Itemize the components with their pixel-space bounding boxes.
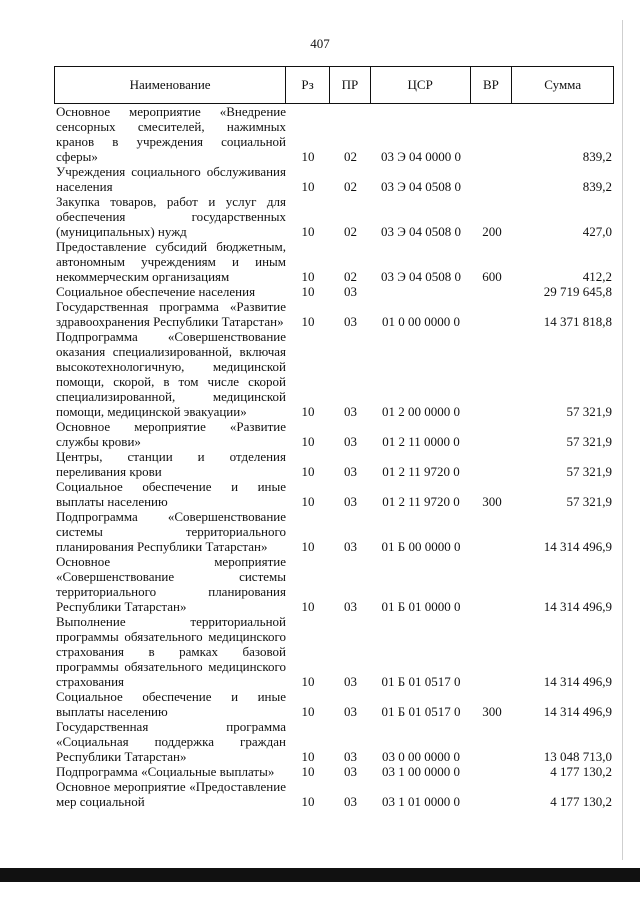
cell-rz: 10: [301, 539, 315, 554]
cell-sum: 14 314 496,9: [543, 539, 612, 554]
cell-rz: 10: [301, 494, 315, 509]
cell-rz: 10: [301, 314, 315, 329]
cell-csr: 01 Б 01 0517 0: [381, 704, 461, 719]
cell-name: Основное мероприятие «Внедрение сенсорных смесителей, нажимных кранов в учреждения социальной сферы»: [56, 104, 286, 164]
cell-rz: 10: [301, 764, 315, 779]
cell-rz: 10: [301, 269, 315, 284]
scan-bottom-bar: [0, 868, 640, 882]
cell-sum: 14 314 496,9: [543, 674, 612, 689]
cell-sum: 4 177 130,2: [550, 764, 612, 779]
table-row: [54, 554, 614, 614]
cell-pr: 02: [344, 269, 357, 284]
cell-name: Учреждения социального обслуживания населения: [56, 164, 286, 194]
cell-pr: 03: [344, 674, 357, 689]
table-row: [54, 299, 614, 329]
cell-name: Основное мероприятие «Предоставление мер социальной: [56, 779, 286, 809]
cell-csr: 01 2 11 9720 0: [382, 494, 460, 509]
cell-csr: 03 Э 04 0000 0: [380, 149, 462, 164]
table-row: [54, 779, 614, 809]
cell-rz: 10: [301, 149, 315, 164]
table-row: [54, 164, 614, 194]
cell-sum: 14 371 818,8: [543, 314, 612, 329]
cell-rz: 10: [301, 179, 315, 194]
table-header: [54, 66, 614, 104]
table-row: [54, 689, 614, 719]
cell-pr: 03: [344, 704, 357, 719]
page-number: 407: [310, 36, 330, 51]
cell-name: Подпрограмма «Совершенствование оказания специализированной, включая высокотехнологичную, медицинской помощи, скорой, в том числе скорой специализированной, медицинской помощи, медицинской эвакуации»: [56, 329, 286, 419]
cell-sum: 29 719 645,8: [543, 284, 612, 299]
cell-pr: 03: [344, 434, 357, 449]
cell-csr: 03 Э 04 0508 0: [380, 179, 462, 194]
cell-pr: 03: [344, 494, 357, 509]
table-row: [54, 614, 614, 689]
cell-rz: 10: [301, 674, 315, 689]
cell-sum: 57 321,9: [566, 464, 612, 479]
cell-sum: 14 314 496,9: [543, 704, 612, 719]
table-row: [54, 719, 614, 764]
header-csr: ЦСР: [371, 67, 471, 103]
table-row: [54, 419, 614, 449]
cell-sum: 57 321,9: [566, 494, 612, 509]
cell-name: Социальное обеспечение и иные выплаты населению: [56, 479, 286, 509]
cell-vr: 200: [482, 224, 502, 239]
cell-csr: 03 0 00 0000 0: [382, 749, 460, 764]
cell-csr: 01 2 11 0000 0: [382, 434, 460, 449]
cell-vr: 300: [482, 494, 502, 509]
cell-csr: 01 Б 01 0517 0: [381, 674, 461, 689]
cell-pr: 02: [344, 224, 357, 239]
cell-vr: 600: [482, 269, 502, 284]
cell-csr: 01 2 11 9720 0: [382, 464, 460, 479]
cell-rz: 10: [301, 704, 315, 719]
cell-csr: 03 Э 04 0508 0: [380, 224, 462, 239]
cell-sum: 57 321,9: [566, 404, 612, 419]
cell-rz: 10: [301, 599, 315, 614]
cell-csr: 01 Б 00 0000 0: [381, 539, 461, 554]
table-row: [54, 449, 614, 479]
cell-pr: 03: [344, 464, 357, 479]
table-row: [54, 194, 614, 239]
cell-name: Государственная программа «Социальная поддержка граждан Республики Татарстан»: [56, 719, 286, 764]
cell-name: Предоставление субсидий бюджетным, автономным учреждениям и иным некоммерческим организациям: [56, 239, 286, 284]
cell-name: Основное мероприятие «Развитие службы крови»: [56, 419, 286, 449]
cell-rz: 10: [301, 794, 315, 809]
cell-sum: 57 321,9: [566, 434, 612, 449]
cell-sum: 839,2: [582, 149, 612, 164]
table-row: [54, 284, 614, 299]
table-row: [54, 764, 614, 779]
cell-rz: 10: [301, 224, 315, 239]
cell-sum: 839,2: [582, 179, 612, 194]
cell-name: Социальное обеспечение населения: [56, 284, 256, 299]
table-row: [54, 479, 614, 509]
cell-csr: 03 1 01 0000 0: [382, 794, 460, 809]
cell-name: Подпрограмма «Социальные выплаты»: [56, 764, 275, 779]
cell-name: Государственная программа «Развитие здравоохранения Республики Татарстан»: [56, 299, 286, 329]
cell-rz: 10: [301, 404, 315, 419]
cell-vr: 300: [482, 704, 502, 719]
table-body: [54, 104, 614, 809]
cell-pr: 03: [344, 764, 357, 779]
budget-table: [54, 66, 614, 809]
cell-rz: 10: [301, 434, 315, 449]
table-row: [54, 239, 614, 284]
cell-pr: 03: [344, 749, 357, 764]
cell-name: Закупка товаров, работ и услуг для обеспечения государственных (муниципальных) нужд: [56, 194, 286, 239]
cell-sum: 427,0: [582, 224, 612, 239]
cell-pr: 03: [344, 404, 357, 419]
cell-sum: 14 314 496,9: [543, 599, 612, 614]
cell-name: Социальное обеспечение и иные выплаты населению: [56, 689, 286, 719]
cell-name: Подпрограмма «Совершенствование системы территориального планирования Республики Татарстан»: [56, 509, 286, 554]
cell-pr: 03: [344, 539, 357, 554]
header-pr: ПР: [330, 67, 371, 103]
cell-csr: 03 Э 04 0508 0: [380, 269, 462, 284]
header-name: Наименование: [55, 67, 286, 103]
cell-sum: 412,2: [582, 269, 612, 284]
header-rz: Рз: [286, 67, 330, 103]
cell-sum: 13 048 713,0: [543, 749, 612, 764]
cell-csr: 01 Б 01 0000 0: [381, 599, 461, 614]
cell-rz: 10: [301, 749, 315, 764]
cell-pr: 03: [344, 284, 357, 299]
cell-pr: 03: [344, 314, 357, 329]
table-row: [54, 509, 614, 554]
cell-name: Выполнение территориальной программы обязательного медицинского страхования в рамках базовой программы обязательного медицинского страхования: [56, 614, 286, 689]
header-sum: Сумма: [544, 77, 582, 92]
cell-csr: 01 2 00 0000 0: [382, 404, 460, 419]
cell-pr: 02: [344, 179, 357, 194]
cell-csr: 01 0 00 0000 0: [382, 314, 460, 329]
cell-pr: 03: [344, 794, 357, 809]
cell-rz: 10: [301, 464, 315, 479]
cell-name: Центры, станции и отделения переливания крови: [56, 449, 286, 479]
header-vr: ВР: [471, 67, 513, 103]
scan-edge-line: [622, 20, 623, 860]
table-row: [54, 329, 614, 419]
table-row: [54, 104, 614, 164]
cell-pr: 02: [344, 149, 357, 164]
cell-rz: 10: [301, 284, 315, 299]
cell-name: Основное мероприятие «Совершенствование системы территориального планирования Республики Татарстан»: [56, 554, 286, 614]
cell-sum: 4 177 130,2: [550, 794, 612, 809]
cell-csr: 03 1 00 0000 0: [382, 764, 460, 779]
cell-pr: 03: [344, 599, 357, 614]
